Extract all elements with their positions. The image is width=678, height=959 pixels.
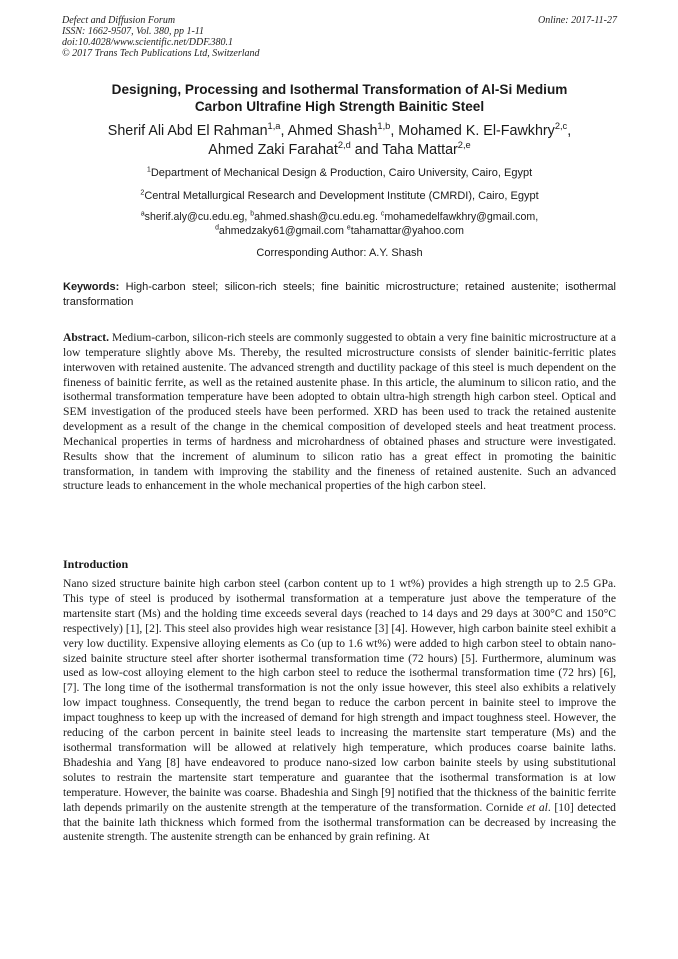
doi-line: doi:10.4028/www.scientific.net/DDF.380.1 xyxy=(62,37,234,48)
introduction-paragraph xyxy=(63,577,616,845)
copyright-line: © 2017 Trans Tech Publications Ltd, Switzerland xyxy=(62,48,260,59)
introduction-body xyxy=(63,577,616,845)
affiliation-number: 1 xyxy=(146,165,151,174)
abstract-text: Medium-carbon, silicon-rich steels are commonly suggested to obtain a very fine bainitic microstructure at a low temperature slightly above Ms. Thereby, the resulted microstructure consists of slender bainitic-ferritic plates interwoven with retained austenite. The advanced strength and ductility package of this steel is much dependent on the fineness of bainitic ferrite, as well as the retained austenite phase. In this article, the aluminum to silicon ratio, and the isothermal transformation temperature have been adopted to obtain ultra-high strength high carbon steel. Optical and SEM investigation of the produced steels have been performed. XRD has been used to track the retained austenite development as a result of the change in the chemical composition of developed steels and heat treatment process. Mechanical properties in terms of hardness and microhardness of obtained phases and structure were investigated. Results show that the increment of aluminum to silicon ratio has a great effect in promoting the bainitic transformation, in tandem with improving the stability and the fineness of retained austenite. Such an advanced structure leads to enhancement in the whole mechanical properties of the high carbon steel. xyxy=(63,331,616,493)
author-name: Ahmed Shash xyxy=(287,123,378,139)
running-header xyxy=(62,15,617,59)
email-mark: a xyxy=(140,210,145,218)
author-affiliation-mark: 2,d xyxy=(337,140,351,151)
author-name: Ahmed Zaki Farahat xyxy=(208,142,338,158)
email-mark: e xyxy=(346,224,351,232)
email-link[interactable]: tahamattar@yahoo.com xyxy=(350,225,464,237)
email-mark: d xyxy=(215,224,219,232)
abstract-label: Abstract. xyxy=(63,331,110,344)
email-mark: c xyxy=(380,210,385,218)
title-line-2: Carbon Ultrafine High Strength Bainitic Steel xyxy=(194,99,485,114)
issn-line: ISSN: 1662-9507, Vol. 380, pp 1-11 xyxy=(62,26,205,37)
author-conjunction: and xyxy=(354,142,379,158)
keywords-label: Keywords: xyxy=(63,281,120,293)
author-affiliation-mark: 2,c xyxy=(554,121,568,132)
abstract-section xyxy=(63,331,616,494)
email-link[interactable]: mohamedelfawkhry@gmail.com, xyxy=(384,211,539,223)
author-name: Sherif Ali Abd El Rahman xyxy=(107,123,268,139)
author-line-1: Sherif Ali Abd El Rahman$^{1,a}$, Ahmed Shash$^{1,b}$, Mohamed K. El-Fawkhry$^{2,c}$, xyxy=(107,121,572,139)
intro-text-part-1: Nano sized structure bainite high carbon steel (carbon content up to 1 wt%) provides a high strength up to 2.5 GPa. This type of steel is produced by isothermal transformation at a temperature just above the temperature of the martensite start (Ms) and the holding time exceeds several days (reached to 14 days and 29 days at 300°C and 150°C respectively) [1], [2]. This steel also provides high wear resistance [3] [4]. However, high carbon bainite steel exhibit a very low ductility. Expensive alloying elements as Co (up to 1.6 wt%) were added to high carbon steel to obtain nano-sized bainite structure steel after shorter isothermal transformation time (72 hours) [5]. Furthermore, aluminum was used as low-cost alloying element to the high carbon steel to reduce the isothermal transformation time (72 hrs) [6], [7]. The long time of the isothermal transformation is not the only issue however, this steel also exhibits a relatively low impact toughness. Consequently, the trend began to reduce the carbon percent in bainite steel to improve the impact toughness to keep up with the increased of demand for high strength and impact toughness steel. However, the reducing of the carbon percent in bainite steel leads to increasing the martensite start temperature (Ms) and the isothermal transformation will be allowed at relatively high temperature, which produces coarse bainite laths. Bhadeshia and Yang [8] have endeavored to produce nano-sized low carbon bainite steels by using substitutional solutes to restrain the martensite start temperature and guarantee that the isothermal transformation is at low temperature. However, the bainite was coarse. Bhadeshia and Singh [9] notified that the thickness of the bainitic ferrite lath depends primarily on the austenite strength at the temperature of the transformation. Cornide xyxy=(63,577,616,814)
email-line-2 xyxy=(62,224,617,238)
email-link[interactable]: sherif.aly@cu.edu.eg, xyxy=(144,211,248,223)
intro-text-part-2: . [10] detected that the bainite lath thickness which formed from the isothermal transformation can be decreased by increasing the austenite strength. The austenite strength can be enhanced by grain refining. At xyxy=(63,800,616,844)
author-affiliation-mark: 2,e xyxy=(457,140,471,151)
affiliation-2 xyxy=(62,189,617,203)
affiliation-text: Department of Mechanical Design & Production, Cairo University, Cairo, Egypt xyxy=(150,167,533,179)
keywords-section xyxy=(63,280,616,310)
title-line-1: Designing, Processing and Isothermal Transformation of Al-Si Medium xyxy=(111,82,568,97)
journal-name: Defect and Diffusion Forum xyxy=(62,15,176,26)
author-name: Mohamed K. El-Fawkhry xyxy=(398,123,555,139)
intro-etal: et al xyxy=(526,800,548,814)
affiliation-number: 2 xyxy=(140,188,145,197)
author-emails xyxy=(62,210,617,238)
author-list xyxy=(62,122,617,160)
author-line-2 xyxy=(62,141,617,160)
email-link[interactable]: ahmed.shash@cu.edu.eg. xyxy=(254,211,378,223)
corresponding-author: Corresponding Author: A.Y. Shash xyxy=(256,247,423,259)
author-affiliation-mark: 1,a xyxy=(267,121,281,132)
online-date: Online: 2017-11-27 xyxy=(538,15,617,26)
paper-title xyxy=(62,81,617,115)
affiliation-text: Central Metallurgical Research and Development Institute (CMRDI), Cairo, Egypt xyxy=(144,190,539,202)
keywords-text: High-carbon steel; silicon-rich steels; fine bainitic microstructure; retained austenite; isothermal transformation xyxy=(63,281,616,308)
introduction-heading: Introduction xyxy=(63,557,129,571)
affiliation-1 xyxy=(62,166,617,180)
author-name: Taha Mattar xyxy=(382,142,458,158)
email-line-1 xyxy=(62,210,617,224)
email-mark: b xyxy=(250,210,255,218)
email-link[interactable]: ahmedzaky61@gmail.com xyxy=(218,225,344,237)
author-affiliation-mark: 1,b xyxy=(377,121,391,132)
